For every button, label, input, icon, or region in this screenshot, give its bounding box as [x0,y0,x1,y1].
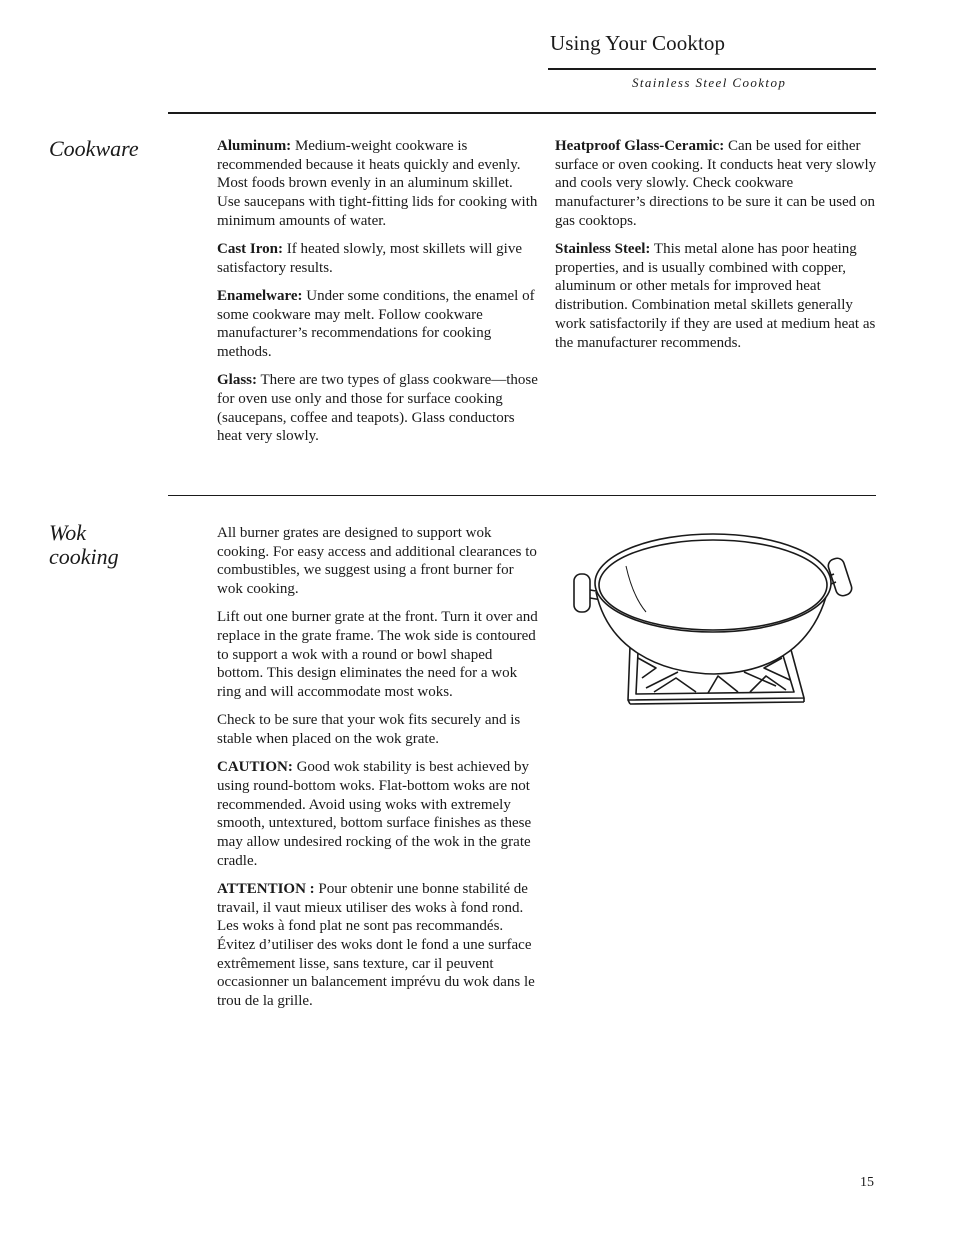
wok-paragraph-2: Lift out one burner grate at the front. Turn it over and replace in the grate frame. The wok side is contoured to support a wok with a round or bowl shaped bottom. This design eliminates the need for a wok ring and will accommodate most woks. [217,609,538,701]
term-glass-ceramic: Heatproof Glass-Ceramic: [555,138,725,154]
wok-section-title [49,521,159,569]
caution-label: CAUTION: [217,759,293,776]
header-rule [548,68,876,70]
desc-glass-ceramic: Can be used for either surface or oven cooking. It conducts heat very slowly and cools very slowly. Check cookware manufacturer’s directions to be sure it can be used on gas cooktops. [555,138,877,229]
term-cast-iron: Cast Iron: [217,241,283,258]
term-stainless-steel: Stainless Steel: [555,241,651,258]
wok-paragraph-1: All burner grates are designed to support wok cooking. For easy access and additional clearances to combustibles, we suggest using a front burner for wok cooking. [217,525,537,598]
desc-enamelware: Under some conditions, the enamel of some cookware may melt. Follow cookware manufacturer’s recommendations for cooking methods. [217,287,535,361]
cookware-item-enamelware [217,287,539,362]
page-header-subtitle: Stainless Steel Cooktop [632,75,787,90]
cookware-item-glass-ceramic [555,137,877,231]
desc-glass: There are two types of glass cookware—those for oven use only and those for surface cooking (saucepans, coffee and teapots). Glass conductors heat very slowly. [217,372,538,445]
section-divider-mid [168,495,876,496]
page-number: 15 [860,1175,874,1190]
cookware-right-column [555,137,877,362]
cookware-item-cast-iron [217,240,539,277]
cookware-item-glass [217,371,539,446]
term-aluminum: Aluminum: [217,138,292,154]
cookware-item-aluminum [217,137,539,231]
section-divider-top [168,112,876,114]
page-header-title: Using Your Cooktop [550,31,726,55]
wok-attention [217,880,539,1011]
wok-on-grate-illustration [568,528,858,708]
cookware-item-stainless-steel [555,240,877,352]
caution-text: Good wok stability is best achieved by using round-bottom woks. Flat-bottom woks are not recommended. Avoid using woks with extremely smooth, untextured, bottom surface finishes as these may allow undesired rocking of the wok in the grate cradle. [217,759,532,869]
wok-paragraph-3: Check to be sure that your wok fits securely and is stable when placed on the wok grate. [217,712,521,748]
desc-aluminum: Medium-weight cookware is recommended because it heats quickly and evenly. Most foods brown evenly in an aluminum skillet. Use saucepans with tight-fitting lids for cooking with minimum amounts of water. [217,138,538,229]
term-enamelware: Enamelware: [217,287,303,304]
attention-label: ATTENTION : [217,880,315,897]
wok-title-line1: Wok [49,520,87,545]
desc-stainless-steel: This metal alone has poor heating properties, and is usually combined with copper, aluminum or other metals for improved heat distribution. Combination metal skillets generally work satisfactorily if they are used at medium heat as the manufacturer recommends. [555,241,876,351]
wok-caution [217,758,539,870]
wok-title-line2: cooking [49,544,119,569]
desc-cast-iron: If heated slowly, most skillets will give satisfactory results. [217,241,522,276]
wok-text-column [217,524,539,1020]
term-glass: Glass: [217,372,258,389]
attention-text: Pour obtenir une bonne stabilité de travail, il vaut mieux utiliser des woks à fond rond. Les woks à fond plat ne sont pas recommandés. Évitez d’utiliser des woks dont le fond a une surface extrêmement lisse, sans texture, car il peuvent occasionner un balancement imprévu du wok dans le trou de la grille. [217,880,535,1010]
cookware-section-title: Cookware [49,136,139,161]
cookware-left-column [217,137,539,456]
